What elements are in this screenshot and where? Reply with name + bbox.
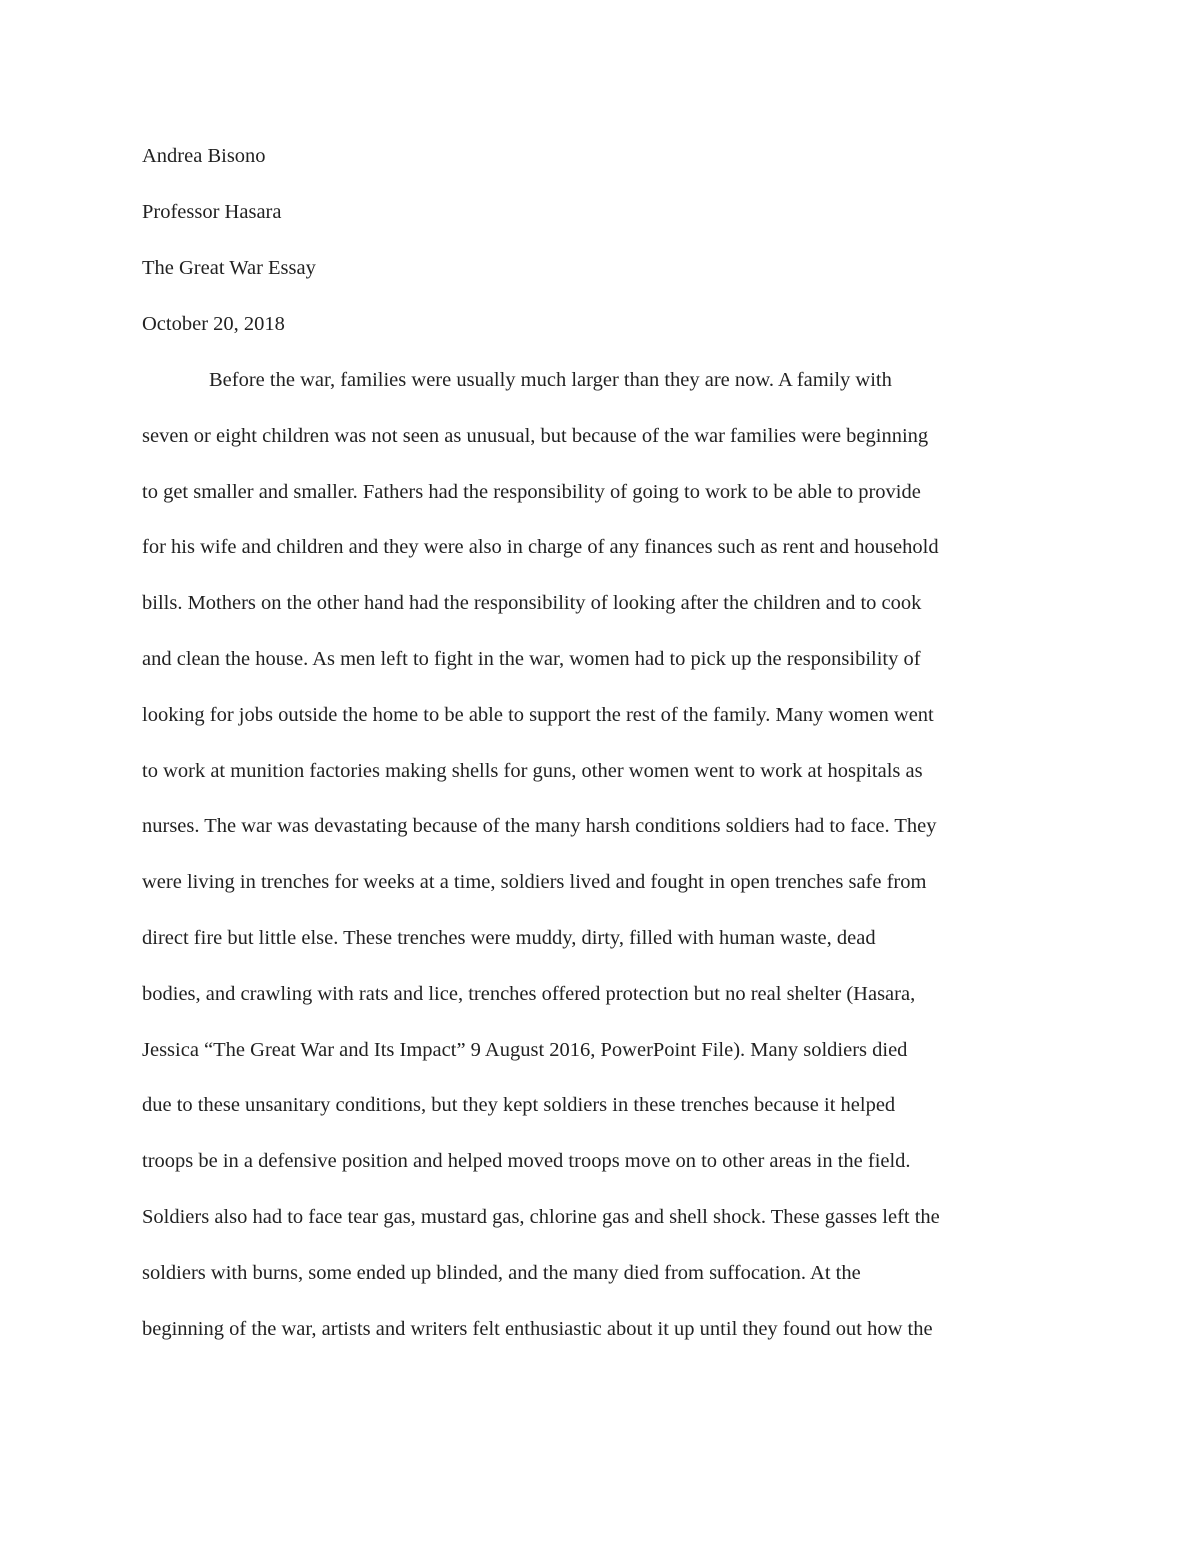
professor-name: Professor Hasara (142, 201, 282, 223)
body-line: looking for jobs outside the home to be able to support the rest of the family. Many women went (142, 703, 934, 726)
body-line: seven or eight children was not seen as unusual, but because of the war families were beginning (142, 424, 929, 447)
body-line: and clean the house. As men left to fight in the war, women had to pick up the responsibility of (142, 647, 921, 670)
essay-heading (142, 142, 1062, 366)
essay-date: October 20, 2018 (142, 313, 285, 335)
body-line: bodies, and crawling with rats and lice, trenches offered protection but no real shelter (Hasara, (142, 982, 916, 1005)
body-line: troops be in a defensive position and helped moved troops move on to other areas in the field. (142, 1150, 911, 1173)
body-line: Before the war, families were usually much larger than they are now. A family with (209, 369, 892, 391)
body-line: nurses. The war was devastating because of the many harsh conditions soldiers had to face. They (142, 815, 937, 838)
essay-body (142, 366, 1062, 1370)
body-line: to get smaller and smaller. Fathers had the responsibility of going to work to be able to provide (142, 480, 921, 503)
body-line: Soldiers also had to face tear gas, mustard gas, chlorine gas and shell shock. These gasses left the (142, 1205, 940, 1228)
body-line: were living in trenches for weeks at a time, soldiers lived and fought in open trenches safe from (142, 871, 927, 894)
body-line: due to these unsanitary conditions, but they kept soldiers in these trenches because it helped (142, 1094, 896, 1117)
author-name: Andrea Bisono (142, 145, 266, 167)
body-line: beginning of the war, artists and writers felt enthusiastic about it up until they found out how the (142, 1317, 933, 1340)
body-line: soldiers with burns, some ended up blinded, and the many died from suffocation. At the (142, 1261, 861, 1284)
essay-title: The Great War Essay (142, 257, 316, 279)
body-line: for his wife and children and they were also in charge of any finances such as rent and household (142, 536, 939, 559)
body-line: bills. Mothers on the other hand had the responsibility of looking after the children and to cook (142, 592, 922, 615)
body-line: Jessica “The Great War and Its Impact” 9 August 2016, PowerPoint File). Many soldiers died (142, 1038, 908, 1061)
body-line: to work at munition factories making shells for guns, other women went to work at hospitals as (142, 759, 923, 782)
body-line: direct fire but little else. These trenches were muddy, dirty, filled with human waste, dead (142, 926, 876, 949)
